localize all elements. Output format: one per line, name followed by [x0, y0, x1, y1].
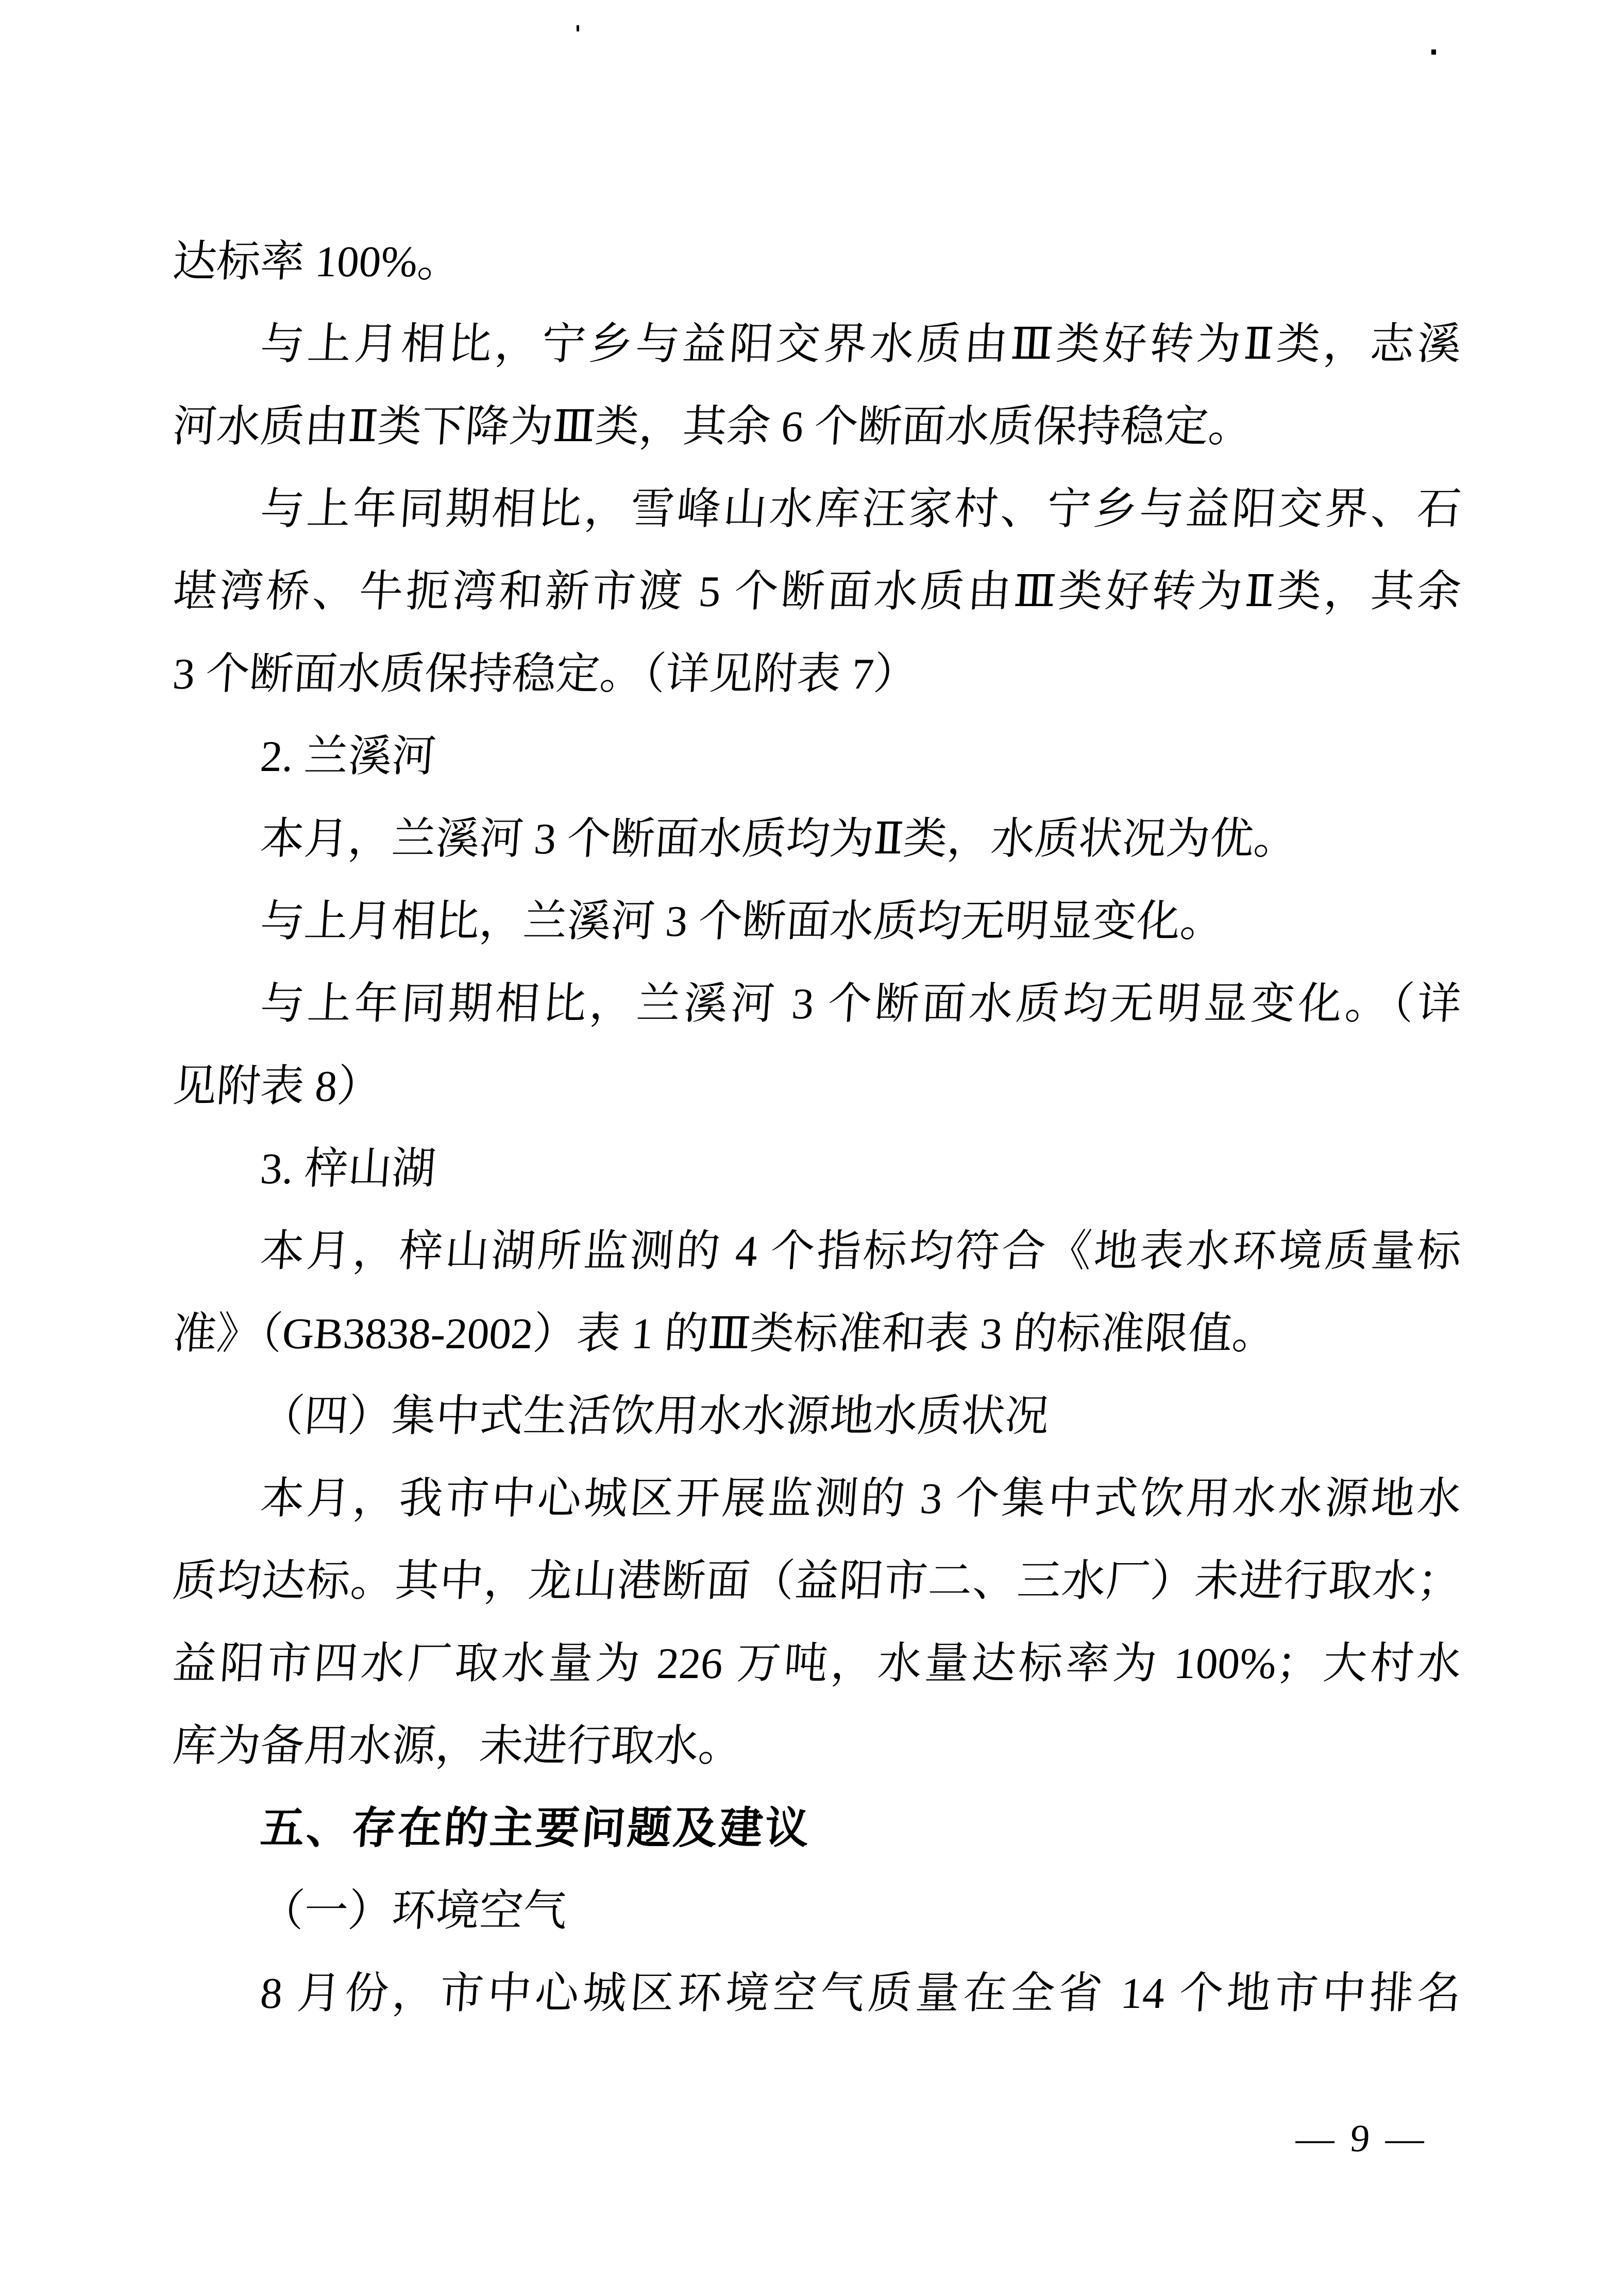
text-line: 库为备用水源，未进行取水。: [171, 1722, 744, 1770]
text-line: 与上年同期相比，雪峰山水库汪家村、宁乡与益阳交界、石: [259, 485, 1463, 533]
text-line: 质均达标。其中，龙山港断面（益阳市二、三水厂）未进行取水；: [171, 1557, 1463, 1605]
text-line: 本月，兰溪河 3 个断面水质均为Ⅱ类，水质状况为优。: [259, 815, 1299, 863]
text-line: 与上月相比，宁乡与益阳交界水质由Ⅲ类好转为Ⅱ类，志溪: [259, 320, 1463, 368]
text-line: 见附表 8）: [171, 1062, 383, 1111]
text-line: 本月，梓山湖所监测的 4 个指标均符合《地表水环境质量标: [259, 1227, 1463, 1276]
text-line: 与上月相比，兰溪河 3 个断面水质均无明显变化。: [259, 897, 1226, 946]
text-line: 准》（GB3838-2002）表 1 的Ⅲ类标准和表 3 的标准限值。: [171, 1310, 1278, 1358]
text-line: 3 个断面水质保持稳定。（详见附表 7）: [171, 650, 919, 698]
text-line: 河水质由Ⅱ类下降为Ⅲ类，其余 6 个断面水质保持稳定。: [171, 403, 1254, 451]
text-line: 堪湾桥、牛扼湾和新市渡 5 个断面水质由Ⅲ类好转为Ⅱ类，其余: [171, 567, 1463, 616]
document-body: [170, 221, 1463, 2035]
scan-speck: [577, 25, 579, 31]
list-heading-lanxi-river: 2. 兰溪河: [259, 732, 437, 781]
subsection-heading-drinking-water: （四）集中式生活饮用水水源地水质状况: [259, 1392, 1051, 1440]
page-number: — 9 —: [1294, 2117, 1429, 2160]
text-line: 益阳市四水厂取水量为 226 万吨，水量达标率为 100%；大村水: [171, 1639, 1463, 1688]
subsection-heading-ambient-air: （一）环境空气: [259, 1887, 569, 1935]
list-heading-zishan-lake: 3. 梓山湖: [259, 1145, 437, 1193]
text-line: 本月，我市中心城区开展监测的 3 个集中式饮用水水源地水: [259, 1474, 1463, 1523]
text-line: 达标率 100%。: [171, 238, 463, 286]
text-line: 8 月份，市中心城区环境空气质量在全省 14 个地市中排名: [259, 1969, 1463, 2018]
scan-speck: [1431, 49, 1436, 55]
text-line: 与上年同期相比，兰溪河 3 个断面水质均无明显变化。（详: [259, 980, 1463, 1028]
section-heading-problems-suggestions: 五、存在的主要问题及建议: [259, 1804, 813, 1853]
